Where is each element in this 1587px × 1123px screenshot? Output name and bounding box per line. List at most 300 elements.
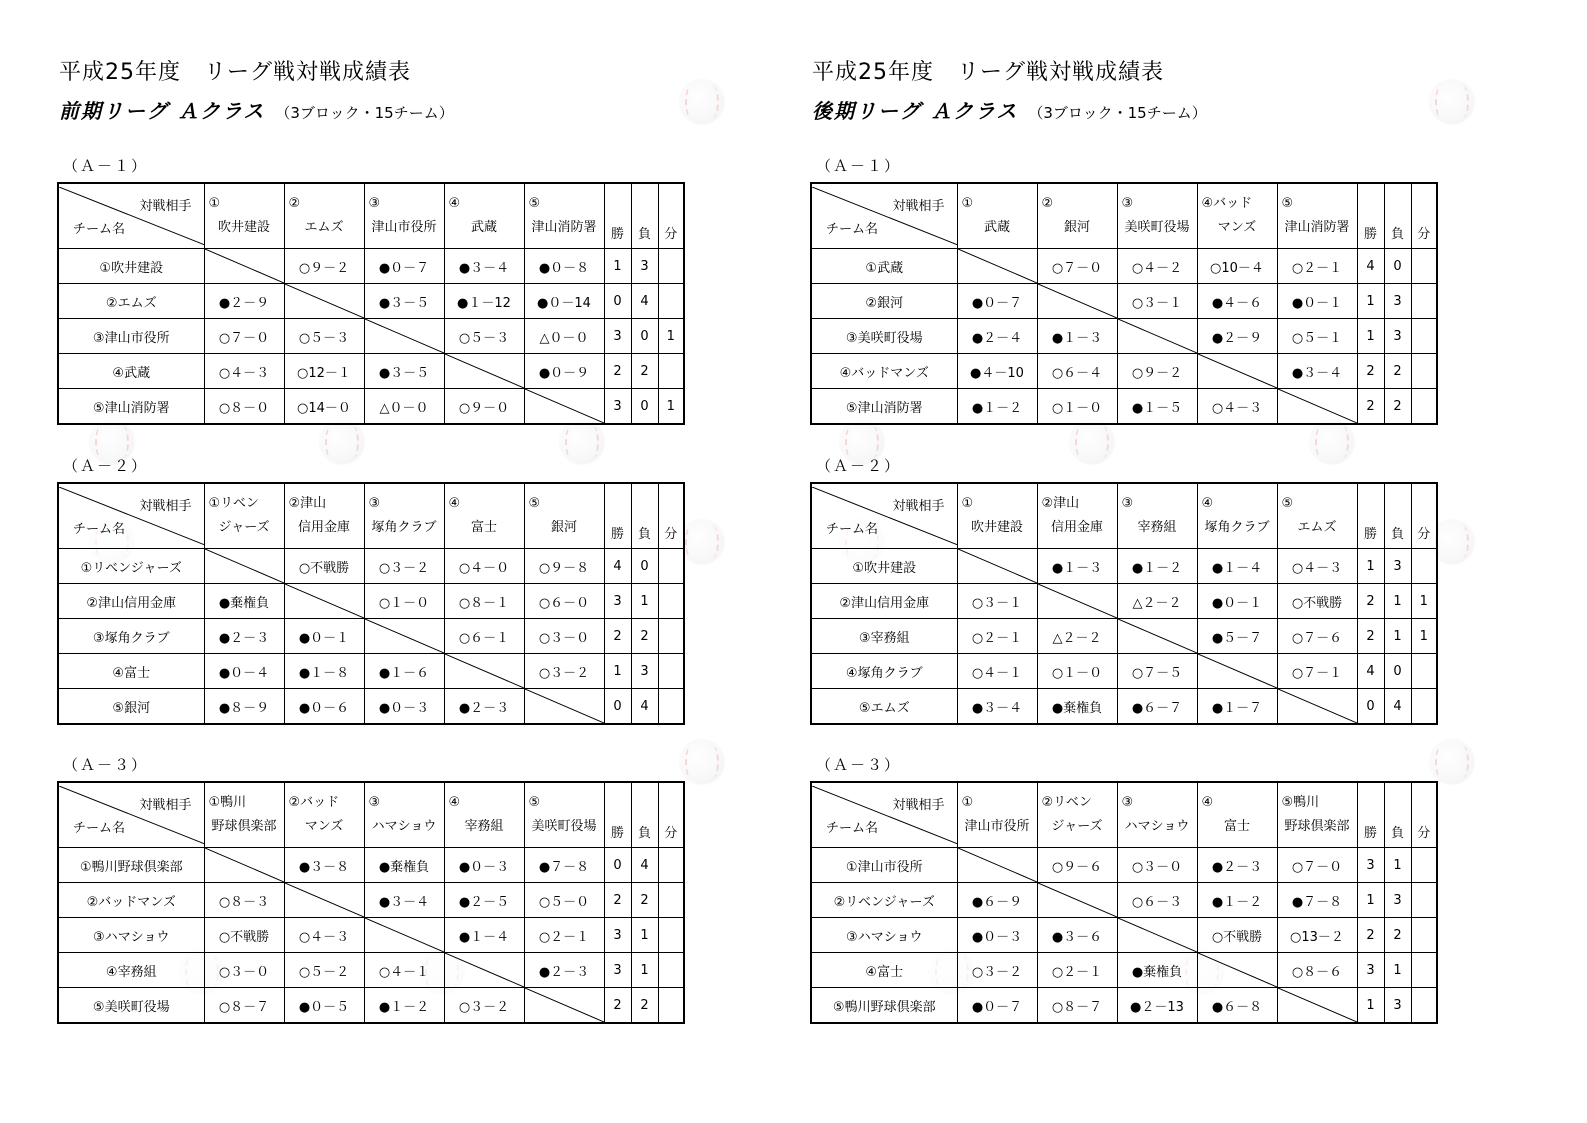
match-result: ●３－４: [957, 689, 1037, 725]
self-match-cell: [284, 284, 364, 319]
match-result: ○４－３: [1197, 389, 1277, 425]
opponent-name: 銀河: [1063, 220, 1090, 235]
opponent-name: 津山消防署: [531, 220, 597, 235]
match-result: ●４－10: [957, 354, 1037, 389]
table-row: [811, 953, 1437, 988]
self-match-cell: [1117, 319, 1197, 354]
opponent-name: エムズ: [1297, 520, 1337, 535]
self-match-cell: [284, 584, 364, 619]
wins-count: 0: [1357, 689, 1384, 725]
losses-count: 2: [1384, 918, 1411, 953]
match-result: ○１－０: [364, 584, 444, 619]
draws-count: [658, 619, 684, 654]
opponent-number: ④: [448, 496, 461, 511]
table-row: [811, 918, 1437, 953]
wins-count: 3: [604, 918, 631, 953]
team-name: ③塚角クラブ: [58, 619, 204, 654]
opponent-number: ⑤: [528, 795, 541, 810]
opponent-number: ②津山: [1041, 496, 1080, 511]
match-result: ●２－３: [444, 689, 524, 725]
match-result: ○４－３: [204, 354, 284, 389]
table-row: [58, 389, 684, 425]
match-result: ●０－６: [284, 689, 364, 725]
league-subtitle: [812, 95, 1207, 124]
draws-count: [1411, 654, 1437, 689]
team-name: ④宰務組: [58, 953, 204, 988]
opponent-header: [364, 782, 444, 848]
opponent-name: 信用金庫: [1050, 520, 1103, 535]
match-result: ○４－３: [284, 918, 364, 953]
match-result: ○５－１: [1277, 319, 1357, 354]
self-match-cell: [1197, 354, 1277, 389]
opponent-header: [524, 782, 604, 848]
match-result: ●０－８: [524, 249, 604, 284]
baseball-icon: [1310, 420, 1354, 464]
match-result: ○不戦勝: [284, 549, 364, 584]
self-match-cell: [1037, 284, 1117, 319]
losses-count: 4: [631, 689, 658, 725]
self-match-cell: [284, 883, 364, 918]
table-row: [58, 953, 684, 988]
opponent-header: [1117, 183, 1197, 249]
results-table: [810, 781, 1438, 1024]
table-row: [58, 883, 684, 918]
match-result: ●０－１: [284, 619, 364, 654]
page-title: 平成25年度 リーグ戦対戦成績表: [812, 60, 1164, 85]
team-name: ③津山市役所: [58, 319, 204, 354]
match-result: ○２－１: [1277, 249, 1357, 284]
match-result: ●０－１: [1197, 584, 1277, 619]
team-name: ③美咲町役場: [811, 319, 957, 354]
match-result: ●０－７: [364, 249, 444, 284]
draws-count: [658, 918, 684, 953]
table-row: [58, 689, 684, 725]
team-name: ④富士: [58, 654, 204, 689]
corner-box: [59, 487, 204, 545]
match-result: ○８－０: [204, 389, 284, 425]
match-result: ○９－２: [1117, 354, 1197, 389]
wins-count: 1: [1357, 549, 1384, 584]
league-name: 後期リーグ Ａクラス: [812, 99, 1019, 123]
match-result: ●３－５: [364, 284, 444, 319]
draws-count: [658, 354, 684, 389]
match-result: ●１－６: [364, 654, 444, 689]
losses-count: 1: [1384, 619, 1411, 654]
self-match-cell: [957, 549, 1037, 584]
wins-count: 1: [1357, 883, 1384, 918]
match-result: ○12－１: [284, 354, 364, 389]
opponent-header: [1277, 183, 1357, 249]
team-name: ⑤エムズ: [811, 689, 957, 725]
wins-count: 3: [1357, 848, 1384, 883]
opponent-header: [284, 183, 364, 249]
block-label: （Ａ－３）: [816, 756, 902, 774]
draws-count: [658, 689, 684, 725]
draws-count: [1411, 354, 1437, 389]
losses-count: 0: [631, 549, 658, 584]
self-match-cell: [1037, 883, 1117, 918]
wins-count: 2: [604, 354, 631, 389]
draws-count: [658, 988, 684, 1024]
wins-count: 2: [604, 619, 631, 654]
team-name: ①武蔵: [811, 249, 957, 284]
table-row: [58, 654, 684, 689]
match-result: ●２－９: [204, 284, 284, 319]
draws-count: [1411, 988, 1437, 1024]
match-result: ○３－２: [444, 988, 524, 1024]
match-result: ○５－３: [444, 319, 524, 354]
opponent-number: ④: [448, 795, 461, 810]
match-result: ●０－４: [204, 654, 284, 689]
table-row: [811, 549, 1437, 584]
match-result: ○６－１: [444, 619, 524, 654]
self-match-cell: [444, 354, 524, 389]
table-row: [58, 988, 684, 1024]
opponent-number: ①: [961, 795, 974, 810]
match-result: ○４－１: [957, 654, 1037, 689]
match-result: ○７－６: [1277, 619, 1357, 654]
block-label: （Ａ－３）: [63, 756, 149, 774]
opponent-name: ジャーズ: [218, 520, 270, 535]
wins-count: 3: [604, 389, 631, 425]
match-result: ○４－１: [364, 953, 444, 988]
match-result: ●０－３: [364, 689, 444, 725]
results-table: [57, 182, 685, 425]
draws-count: 1: [1411, 584, 1437, 619]
opponent-name: 富士: [470, 520, 497, 535]
stat-header: 負: [1384, 183, 1411, 249]
corner-team-label: チーム名: [826, 222, 879, 237]
wins-count: 2: [1357, 389, 1384, 425]
losses-count: 1: [631, 584, 658, 619]
opponent-number: ⑤: [528, 196, 541, 211]
match-result: ●０－３: [957, 918, 1037, 953]
opponent-name: 塚角クラブ: [1204, 520, 1270, 535]
opponent-header: [1277, 782, 1357, 848]
table-row: [58, 284, 684, 319]
match-result: ●０－１: [1277, 284, 1357, 319]
losses-count: 2: [631, 619, 658, 654]
table-row: [811, 848, 1437, 883]
corner-box: [812, 786, 957, 844]
match-result: ○10－４: [1197, 249, 1277, 284]
draws-count: [1411, 953, 1437, 988]
self-match-cell: [444, 953, 524, 988]
team-name: ①吹井建設: [58, 249, 204, 284]
corner-opponent-label: 対戦相手: [892, 798, 945, 813]
opponent-header: [1037, 183, 1117, 249]
match-result: ●棄権負: [364, 848, 444, 883]
draws-count: [1411, 389, 1437, 425]
team-name: ⑤津山消防署: [58, 389, 204, 425]
match-result: ●２－９: [1197, 319, 1277, 354]
match-result: ○不戦勝: [1197, 918, 1277, 953]
table-row: [811, 284, 1437, 319]
opponent-number: ③: [368, 196, 381, 211]
match-result: ○８－３: [204, 883, 284, 918]
opponent-name: 宰務組: [464, 819, 504, 834]
opponent-number: ①リベン: [208, 496, 259, 511]
match-result: ○不戦勝: [1277, 584, 1357, 619]
table-row: [811, 988, 1437, 1024]
corner-opponent-label: 対戦相手: [892, 499, 945, 514]
draws-count: [658, 284, 684, 319]
draws-count: 1: [658, 319, 684, 354]
match-result: ○２－１: [1037, 953, 1117, 988]
wins-count: 3: [604, 953, 631, 988]
league-name: 前期リーグ Ａクラス: [59, 99, 266, 123]
match-result: ●２－３: [204, 619, 284, 654]
opponent-name: 美咲町役場: [531, 819, 597, 834]
match-result: ○４－２: [1117, 249, 1197, 284]
wins-count: 1: [1357, 988, 1384, 1024]
match-result: ○６－３: [1117, 883, 1197, 918]
match-result: ●１－２: [1117, 549, 1197, 584]
corner-opponent-label: 対戦相手: [139, 499, 192, 514]
team-name: ⑤美咲町役場: [58, 988, 204, 1024]
block-label: （Ａ－２）: [63, 457, 149, 475]
match-result: ●５－７: [1197, 619, 1277, 654]
match-result: ●１－２: [957, 389, 1037, 425]
team-name: ②エムズ: [58, 284, 204, 319]
losses-count: 3: [1384, 883, 1411, 918]
corner-box: [59, 786, 204, 844]
match-result: ●１－２: [1197, 883, 1277, 918]
opponent-number: ③: [1121, 496, 1134, 511]
corner-box: [812, 187, 957, 245]
opponent-header: [1277, 483, 1357, 549]
corner-opponent-label: 対戦相手: [139, 199, 192, 214]
table-row: [58, 354, 684, 389]
wins-count: 1: [604, 249, 631, 284]
self-match-cell: [204, 549, 284, 584]
losses-count: 1: [1384, 584, 1411, 619]
wins-count: 4: [1357, 654, 1384, 689]
match-result: ●４－６: [1197, 284, 1277, 319]
stat-header: 分: [658, 782, 684, 848]
match-result: ○９－０: [444, 389, 524, 425]
losses-count: 3: [1384, 319, 1411, 354]
match-result: ○３－０: [204, 953, 284, 988]
results-table: [57, 482, 685, 725]
opponent-header: [1197, 782, 1277, 848]
wins-count: 3: [604, 584, 631, 619]
corner-team-label: チーム名: [826, 522, 879, 537]
opponent-header: [204, 782, 284, 848]
corner-team-label: チーム名: [826, 821, 879, 836]
wins-count: 4: [604, 549, 631, 584]
draws-count: [1411, 689, 1437, 725]
opponent-name: ジャーズ: [1051, 819, 1103, 834]
match-result: ○９－８: [524, 549, 604, 584]
opponent-number: ④: [448, 196, 461, 211]
opponent-name: 吹井建設: [970, 520, 1023, 535]
team-name: ②銀河: [811, 284, 957, 319]
table-row: [811, 654, 1437, 689]
stat-header: 分: [1411, 183, 1437, 249]
team-name: ④富士: [811, 953, 957, 988]
losses-count: 3: [631, 249, 658, 284]
team-name: ②バッドマンズ: [58, 883, 204, 918]
losses-count: 0: [1384, 654, 1411, 689]
draws-count: 1: [1411, 619, 1437, 654]
draws-count: [1411, 883, 1437, 918]
opponent-header: [444, 483, 524, 549]
match-result: ●２－13: [1117, 988, 1197, 1024]
match-result: ●棄権負: [204, 584, 284, 619]
opponent-name: 富士: [1223, 819, 1250, 834]
match-result: ○３－１: [1117, 284, 1197, 319]
draws-count: [658, 883, 684, 918]
stat-header: 分: [658, 483, 684, 549]
corner-box: [59, 187, 204, 245]
wins-count: 1: [1357, 284, 1384, 319]
page-title: 平成25年度 リーグ戦対戦成績表: [59, 60, 411, 85]
losses-count: 2: [631, 883, 658, 918]
corner-opponent-label: 対戦相手: [892, 199, 945, 214]
match-result: ○７－０: [1277, 848, 1357, 883]
opponent-name: マンズ: [1217, 220, 1257, 235]
team-name: ⑤鴨川野球倶楽部: [811, 988, 957, 1024]
losses-count: 3: [1384, 549, 1411, 584]
wins-count: 0: [604, 689, 631, 725]
team-name: ⑤津山消防署: [811, 389, 957, 425]
table-row: [58, 918, 684, 953]
wins-count: 4: [1357, 249, 1384, 284]
match-result: ○７－０: [1037, 249, 1117, 284]
opponent-header: [957, 183, 1037, 249]
match-result: ●２－３: [524, 953, 604, 988]
match-result: ○３－２: [524, 654, 604, 689]
opponent-header: [364, 183, 444, 249]
losses-count: 0: [631, 389, 658, 425]
match-result: ○６－４: [1037, 354, 1117, 389]
header-corner: [811, 483, 957, 549]
match-result: ●１－８: [284, 654, 364, 689]
losses-count: 3: [1384, 988, 1411, 1024]
stat-header: 勝: [1357, 483, 1384, 549]
baseball-icon: [1070, 420, 1114, 464]
stat-header: 勝: [604, 782, 631, 848]
draws-count: [658, 848, 684, 883]
opponent-header: [204, 183, 284, 249]
match-result: ○４－０: [444, 549, 524, 584]
stat-header: 勝: [604, 483, 631, 549]
match-result: ○９－２: [284, 249, 364, 284]
draws-count: [658, 549, 684, 584]
stat-header: 負: [1384, 483, 1411, 549]
table-row: [58, 549, 684, 584]
match-result: ●１－４: [444, 918, 524, 953]
losses-count: 4: [1384, 689, 1411, 725]
opponent-number: ③: [1121, 795, 1134, 810]
draws-count: [1411, 848, 1437, 883]
match-result: ●１－４: [1197, 549, 1277, 584]
match-result: ●２－５: [444, 883, 524, 918]
losses-count: 1: [1384, 953, 1411, 988]
opponent-number: ④バッド: [1201, 196, 1253, 211]
team-name: ①津山市役所: [811, 848, 957, 883]
opponent-header: [1117, 782, 1197, 848]
team-name: ⑤銀河: [58, 689, 204, 725]
match-result: ●６－７: [1117, 689, 1197, 725]
losses-count: 0: [631, 319, 658, 354]
stat-header: 負: [631, 782, 658, 848]
self-match-cell: [1197, 953, 1277, 988]
opponent-number: ③: [368, 496, 381, 511]
wins-count: 1: [604, 654, 631, 689]
wins-count: 3: [1357, 953, 1384, 988]
header-corner: [58, 782, 204, 848]
opponent-name: 津山市役所: [371, 220, 437, 235]
league-note: （3ブロック・15チーム）: [1028, 104, 1207, 122]
match-result: ○２－１: [957, 619, 1037, 654]
team-name: ②リベンジャーズ: [811, 883, 957, 918]
opponent-name: 野球倶楽部: [211, 819, 277, 834]
opponent-header: [284, 782, 364, 848]
table-row: [811, 319, 1437, 354]
match-result: ○７－１: [1277, 654, 1357, 689]
opponent-number: ③: [1121, 196, 1134, 211]
wins-count: 2: [1357, 918, 1384, 953]
team-name: ④塚角クラブ: [811, 654, 957, 689]
self-match-cell: [444, 654, 524, 689]
match-result: ○１－０: [1037, 654, 1117, 689]
match-result: ●３－４: [444, 249, 524, 284]
match-result: ●３－４: [1277, 354, 1357, 389]
table-row: [811, 689, 1437, 725]
match-result: ○１－０: [1037, 389, 1117, 425]
wins-count: 2: [604, 883, 631, 918]
match-result: △２－２: [1037, 619, 1117, 654]
opponent-header: [204, 483, 284, 549]
losses-count: 1: [1384, 848, 1411, 883]
team-name: ③ハマショウ: [811, 918, 957, 953]
opponent-name: 宰務組: [1137, 520, 1177, 535]
self-match-cell: [364, 619, 444, 654]
opponent-name: ハマショウ: [1124, 819, 1190, 834]
match-result: ○３－０: [524, 619, 604, 654]
draws-count: [1411, 549, 1437, 584]
match-result: ●棄権負: [1117, 953, 1197, 988]
opponent-name: エムズ: [304, 220, 344, 235]
team-name: ①吹井建設: [811, 549, 957, 584]
match-result: ○７－０: [204, 319, 284, 354]
baseball-icon: [1430, 80, 1474, 124]
team-name: ①リベンジャーズ: [58, 549, 204, 584]
wins-count: 2: [1357, 354, 1384, 389]
self-match-cell: [524, 389, 604, 425]
table-row: [811, 354, 1437, 389]
match-result: ○８－６: [1277, 953, 1357, 988]
opponent-number: ②リベン: [1041, 795, 1092, 810]
opponent-number: ①: [208, 196, 221, 211]
opponent-name: 信用金庫: [297, 520, 350, 535]
match-result: ●３－４: [364, 883, 444, 918]
match-result: ●１－５: [1117, 389, 1197, 425]
stat-header: 分: [1411, 483, 1437, 549]
match-result: ○９－６: [1037, 848, 1117, 883]
match-result: ●０－５: [284, 988, 364, 1024]
wins-count: 2: [1357, 584, 1384, 619]
match-result: ○８－１: [444, 584, 524, 619]
match-result: ○４－３: [1277, 549, 1357, 584]
team-name: ④武蔵: [58, 354, 204, 389]
opponent-header: [1197, 183, 1277, 249]
opponent-number: ③: [368, 795, 381, 810]
opponent-number: ⑤鴨川: [1281, 795, 1320, 810]
draws-count: 1: [658, 389, 684, 425]
